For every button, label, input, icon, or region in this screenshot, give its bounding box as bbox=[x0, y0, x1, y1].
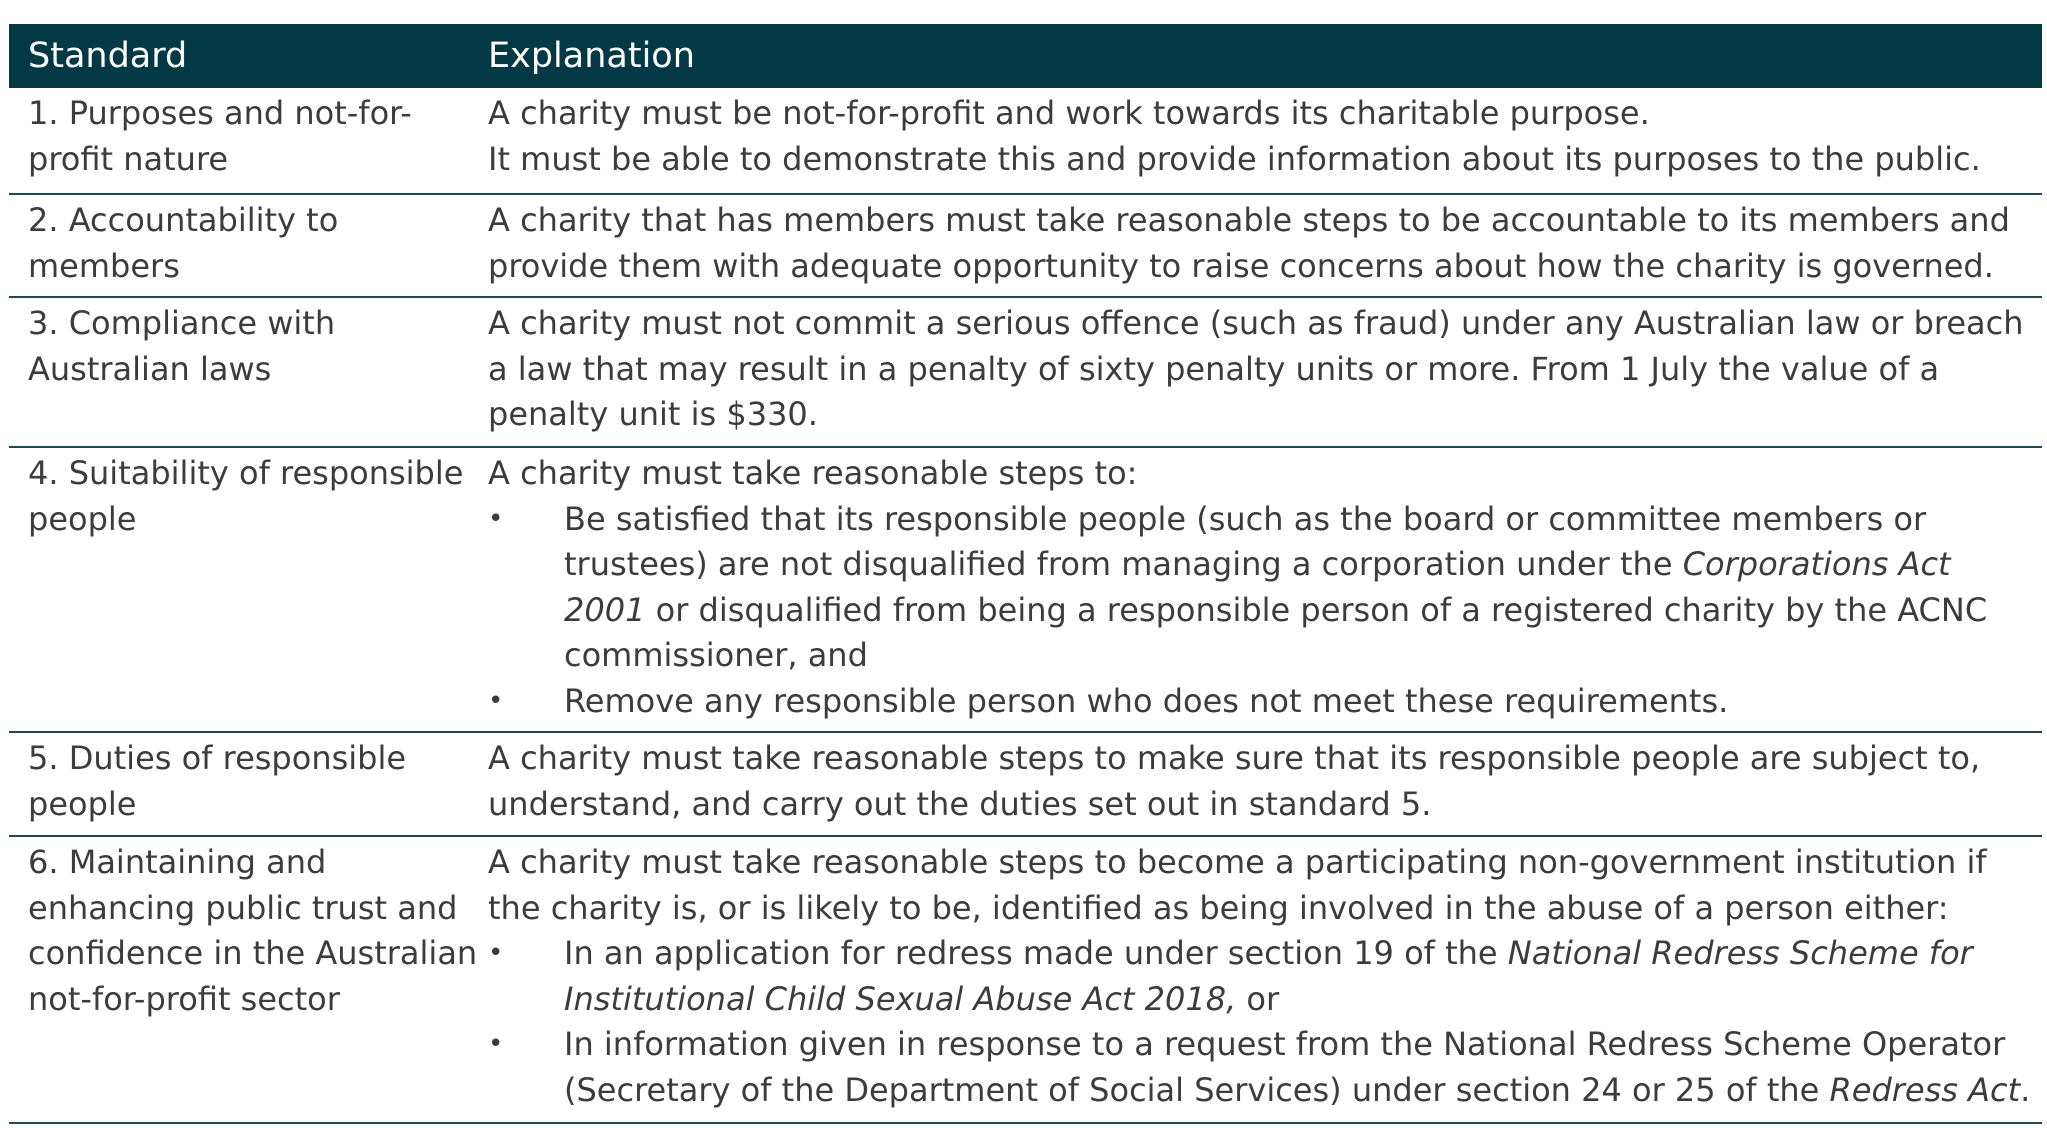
standard-cell: 6. Maintaining and enhancing public trust and confidence in the Australian not-for-profit sector bbox=[28, 843, 478, 1018]
bullet-icon: • bbox=[488, 1029, 504, 1059]
table-row bbox=[9, 195, 2042, 298]
explanation-cell bbox=[488, 88, 2042, 193]
bullet-text: In an application for redress made under section 19 of the National Redress Scheme for Institutional Child Sexual Abuse Act 2018, or bbox=[564, 934, 1973, 1018]
bullet-text: In information given in response to a request from the National Redress Scheme Operator (Secretary of the Department of Social Services) under section 24 or 25 of the Redress Act. bbox=[564, 1025, 2031, 1109]
table-row bbox=[9, 448, 2042, 733]
bullet-item bbox=[488, 931, 2034, 1022]
explanation-intro: A charity must take reasonable steps to become a participating non-government institution if the charity is, or is likely to be, identified as being involved in the abuse of a person either: bbox=[488, 843, 1987, 927]
explanation-cell bbox=[488, 195, 2042, 296]
explanation-cell bbox=[488, 837, 2042, 1122]
bullet-text: Remove any responsible person who does not meet these requirements. bbox=[564, 681, 1729, 720]
bullet-item bbox=[488, 1022, 2034, 1113]
standard-cell: 3. Compliance with Australian laws bbox=[28, 304, 336, 388]
header-standard: Standard bbox=[28, 36, 188, 76]
bullet-icon: • bbox=[488, 503, 504, 534]
table-row bbox=[9, 837, 2042, 1124]
explanation-cell bbox=[488, 733, 2042, 835]
standard-cell: 4. Suitability of responsible people bbox=[28, 454, 464, 538]
explanation-line: It must be able to demonstrate this and provide information about its purposes to the public. bbox=[488, 139, 1981, 178]
explanation-intro: A charity must take reasonable steps to: bbox=[488, 454, 1138, 492]
explanation-line: A charity that has members must take reasonable steps to be accountable to its members and provide them with adequate opportunity to raise concerns about how the charity is governed. bbox=[488, 201, 2010, 285]
bullet-text: Be satisfied that its responsible people (such as the board or committee members or trustees) are not disqualified from managing a corporation under the Corporations Act 2001 or disqualified from being a responsible person of a registered charity by the ACNC commissioner, and bbox=[564, 499, 1988, 674]
table-row bbox=[9, 733, 2042, 837]
bullet-icon: • bbox=[488, 685, 504, 716]
header-explanation: Explanation bbox=[488, 36, 695, 76]
explanation-line: A charity must not commit a serious offence (such as fraud) under any Australian law or breach a law that may result in a penalty of sixty penalty units or more. From 1 July the value of a penalty unit is $330. bbox=[488, 304, 2024, 433]
explanation-line: A charity must be not-for-profit and work towards its charitable purpose. bbox=[488, 94, 1650, 132]
explanation-cell bbox=[488, 298, 2042, 446]
table-header bbox=[9, 24, 2042, 88]
bullet-item bbox=[488, 679, 2034, 725]
standard-cell: 1. Purposes and not-for-profit nature bbox=[28, 94, 412, 178]
standards-table bbox=[9, 24, 2042, 1124]
standard-cell: 5. Duties of responsible people bbox=[28, 739, 407, 823]
table-row bbox=[9, 88, 2042, 195]
table-row bbox=[9, 298, 2042, 448]
bullet-item bbox=[488, 497, 2034, 679]
standard-cell: 2. Accountability to members bbox=[28, 201, 339, 285]
explanation-cell bbox=[488, 448, 2042, 731]
explanation-line: A charity must take reasonable steps to make sure that its responsible people are subject to, understand, and carry out the duties set out in standard 5. bbox=[488, 739, 1981, 823]
bullet-icon: • bbox=[488, 938, 504, 968]
